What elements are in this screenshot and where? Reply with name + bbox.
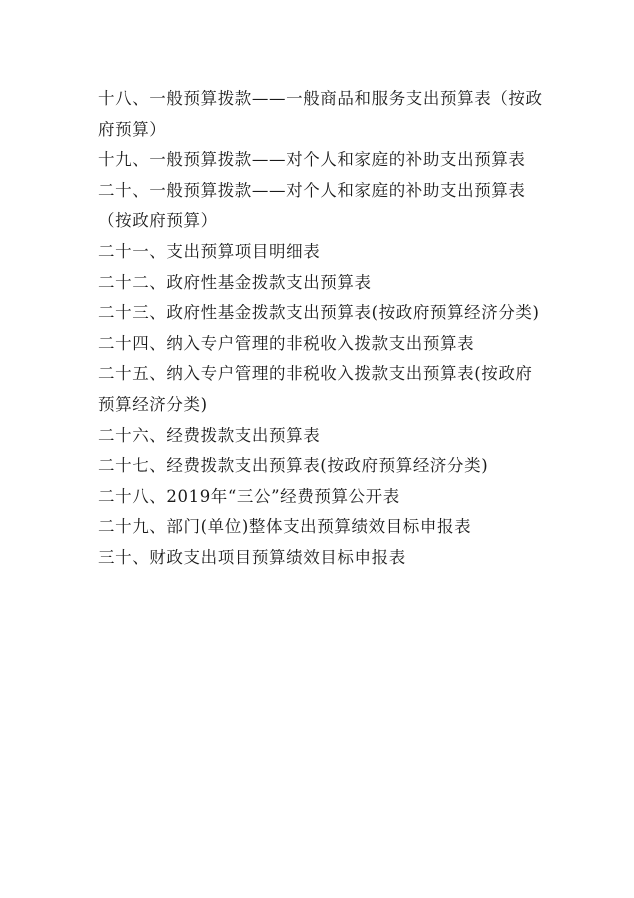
list-item: 二十六、经费拨款支出预算表: [98, 425, 321, 445]
list-item: 二十三、政府性基金拨款支出预算表(按政府预算经济分类): [98, 303, 540, 323]
list-item: 二十八、2019年“三公”经费预算公开表: [98, 486, 400, 506]
list-item: 二十四、纳入专户管理的非税收入拨款支出预算表: [98, 333, 475, 353]
list-item: 二十七、经费拨款支出预算表(按政府预算经济分类): [98, 456, 489, 476]
list-item: 二十二、政府性基金拨款支出预算表: [98, 272, 372, 292]
list-item: 二十一、支出预算项目明细表: [98, 241, 321, 261]
table-of-contents: [98, 84, 543, 574]
list-item: 二十九、部门(单位)整体支出预算绩效目标申报表: [98, 517, 472, 537]
list-item: 十八、一般预算拨款——一般商品和服务支出预算表（按政府预算）: [98, 89, 543, 139]
list-item: 十九、一般预算拨款——对个人和家庭的补助支出预算表: [98, 150, 526, 170]
list-item: 三十、财政支出项目预算绩效目标申报表: [98, 547, 406, 567]
list-item: 二十五、纳入专户管理的非税收入拨款支出预算表(按政府预算经济分类): [98, 364, 533, 414]
list-item: 二十、一般预算拨款——对个人和家庭的补助支出预算表（按政府预算）: [98, 180, 526, 231]
